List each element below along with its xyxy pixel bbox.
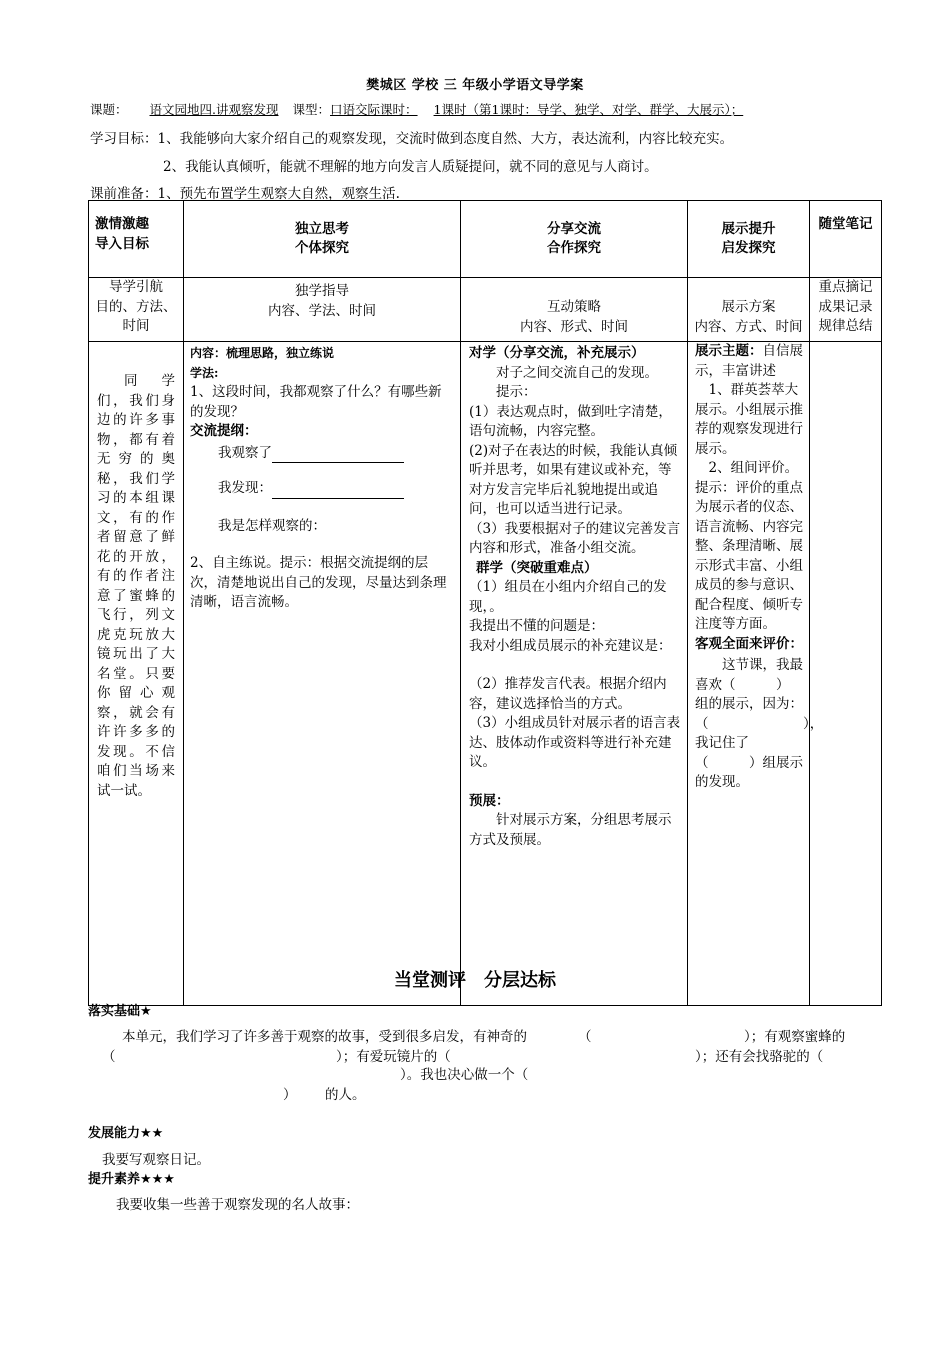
table-header-row — [89, 201, 882, 278]
show-cell: 展示主题：自信展示，丰富讲述 1、群英荟萃大展示。小组展示推荐的观察发现进行展示。 2、组间评价。提示：评价的重点为展示者的仪态、语言流畅、内容完整、条理清晰、展示形式丰富、小组成员的参与意识、配合程度、倾听专注度等方面。 客观全面来评价： 这节课，我最喜欢（ ） 组的展示，因为：（ ）， 我记住了（ ）组展示的发现。 — [688, 342, 810, 1006]
basic-line-2c: ）；还有会找骆驼的（ — [695, 1049, 824, 1065]
header-cell-2: 独立思考 个体探究 — [184, 201, 461, 278]
blank-line — [272, 448, 404, 463]
type-value: 口语交际 — [330, 102, 381, 117]
assessment-title: 当堂测评 分层达标 — [394, 970, 556, 991]
header-cell-3: 分享交流 合作探究 — [461, 201, 688, 278]
subheader-cell-3: 互动策略 内容、形式、时间 — [461, 278, 688, 342]
table-body-row — [89, 342, 882, 1006]
subheader-cell-4: 展示方案 内容、方式、时间 — [688, 278, 810, 342]
adv-text: 我要收集一些善于观察发现的名人故事： — [116, 1197, 359, 1213]
intro-cell — [89, 342, 184, 1006]
subheader-cell-2: 独学指导 内容、学法、时间 — [184, 278, 461, 342]
header-cell-5: 随堂笔记 — [810, 201, 882, 278]
solo-study-cell: 内容：梳理思路，独立练说 学法: 1、这段时间，我都观察了什么？有哪些新的发现？ 交流提纲： 我观察了 我发现： 我是怎样观察的： 2、自主练说。提示：根据交流提纲的层次，清楚地说出自己的发现，尽量达到条理清晰，语言流畅。 — [184, 342, 461, 1006]
subheader-cell-1: 导学引航 目的、方法、时间 — [89, 278, 184, 342]
notes-cell — [810, 342, 882, 1006]
type-label: 课型： — [292, 102, 331, 117]
adv-title: 提升素养★★★ — [88, 1172, 175, 1187]
basic-line-1a: 本单元，我们学习了许多善于观察的故事，受到很多启发，有神奇的 — [122, 1029, 527, 1045]
lesson-meta — [90, 100, 743, 118]
hours-value: 1课时（第1课时：导学、独学、对学、群学、大展示）； — [433, 102, 744, 117]
blank-line — [272, 484, 404, 499]
pair-study-cell: 对学（分享交流，补充展示） 对子之间交流自己的发现。 提示： (1）表达观点时，做到吐字清楚，语句流畅，内容完整。 (2)对子在表达的时候，我能认真倾听并思考，如果有建议或补充，等对方发言完毕后礼貌地提出或追问，也可以适当进行记录。 （3）我要根据对子的建议完善发言内容和形式，准备小组交流。 群学（突破重难点） （1）组员在小组内介绍自己的发现，。 我提出不懂的问题是： 我对小组成员展示的补充建议是： （2）推荐发言代表。根据介绍内容，建议选择恰当的方式。 （3）小组成员针对展示者的语言表达、肢体动作或资料等进行补充建议。 预展： 针对展示方案，分组思考展示方式及预展。 — [461, 342, 688, 1006]
basic-line-3: ）。我也决心做一个（ — [400, 1067, 529, 1083]
subheader-cell-5: 重点摘记 成果记录 规律总结 — [810, 278, 882, 342]
basic-line-1c: ）；有观察蜜蜂的 — [744, 1029, 846, 1045]
basic-line-1b: （ — [578, 1029, 592, 1045]
basic-line-4a: ） — [283, 1087, 297, 1103]
lesson-label: 课题： — [90, 102, 128, 117]
basic-line-2a: （ — [102, 1049, 116, 1065]
header-cell-1: 激情激趣 导入目标 — [89, 201, 184, 278]
table-subheader-row — [89, 278, 882, 342]
prep-line: 课前准备：1、预先布置学生观察大自然，观察生活. — [90, 186, 400, 202]
dev-text: 我要写观察日记。 — [102, 1152, 210, 1168]
lesson-table — [88, 200, 882, 1006]
header-cell-4: 展示提升 启发探究 — [688, 201, 810, 278]
goal-line-1: 学习目标：1、我能够向大家介绍自己的观察发现，交流时做到态度自然、大方，表达流利，内容比较充实。 — [90, 131, 734, 147]
basic-title: 落实基础★ — [88, 1004, 152, 1019]
page-title: 樊城区 学校 三 年级小学语文导学案 — [366, 78, 584, 93]
goal-line-2: 2、我能认真倾听，能就不理解的地方向发言人质疑提问，就不同的意见与人商讨。 — [163, 159, 658, 175]
basic-line-4b: 的人。 — [325, 1087, 366, 1103]
basic-line-2b: ）；有爱玩镜片的（ — [336, 1049, 451, 1065]
hours-label: 课时： — [380, 102, 418, 117]
lesson-value: 语文园地四.讲观察发现 — [149, 102, 279, 117]
dev-title: 发展能力★★ — [88, 1126, 164, 1141]
intro-text: 同学们，我们身边的许多事物，都有着无穷的奥秘，我们学习的本组课文，有的作者留意了鲜花的开放，有的作者注意了蜜蜂的飞行，列文虎克玩放大镜玩出了大名堂。只要你留心观察，就会有许许多多的发现。不信咱们当场来试一试。 — [97, 373, 175, 799]
